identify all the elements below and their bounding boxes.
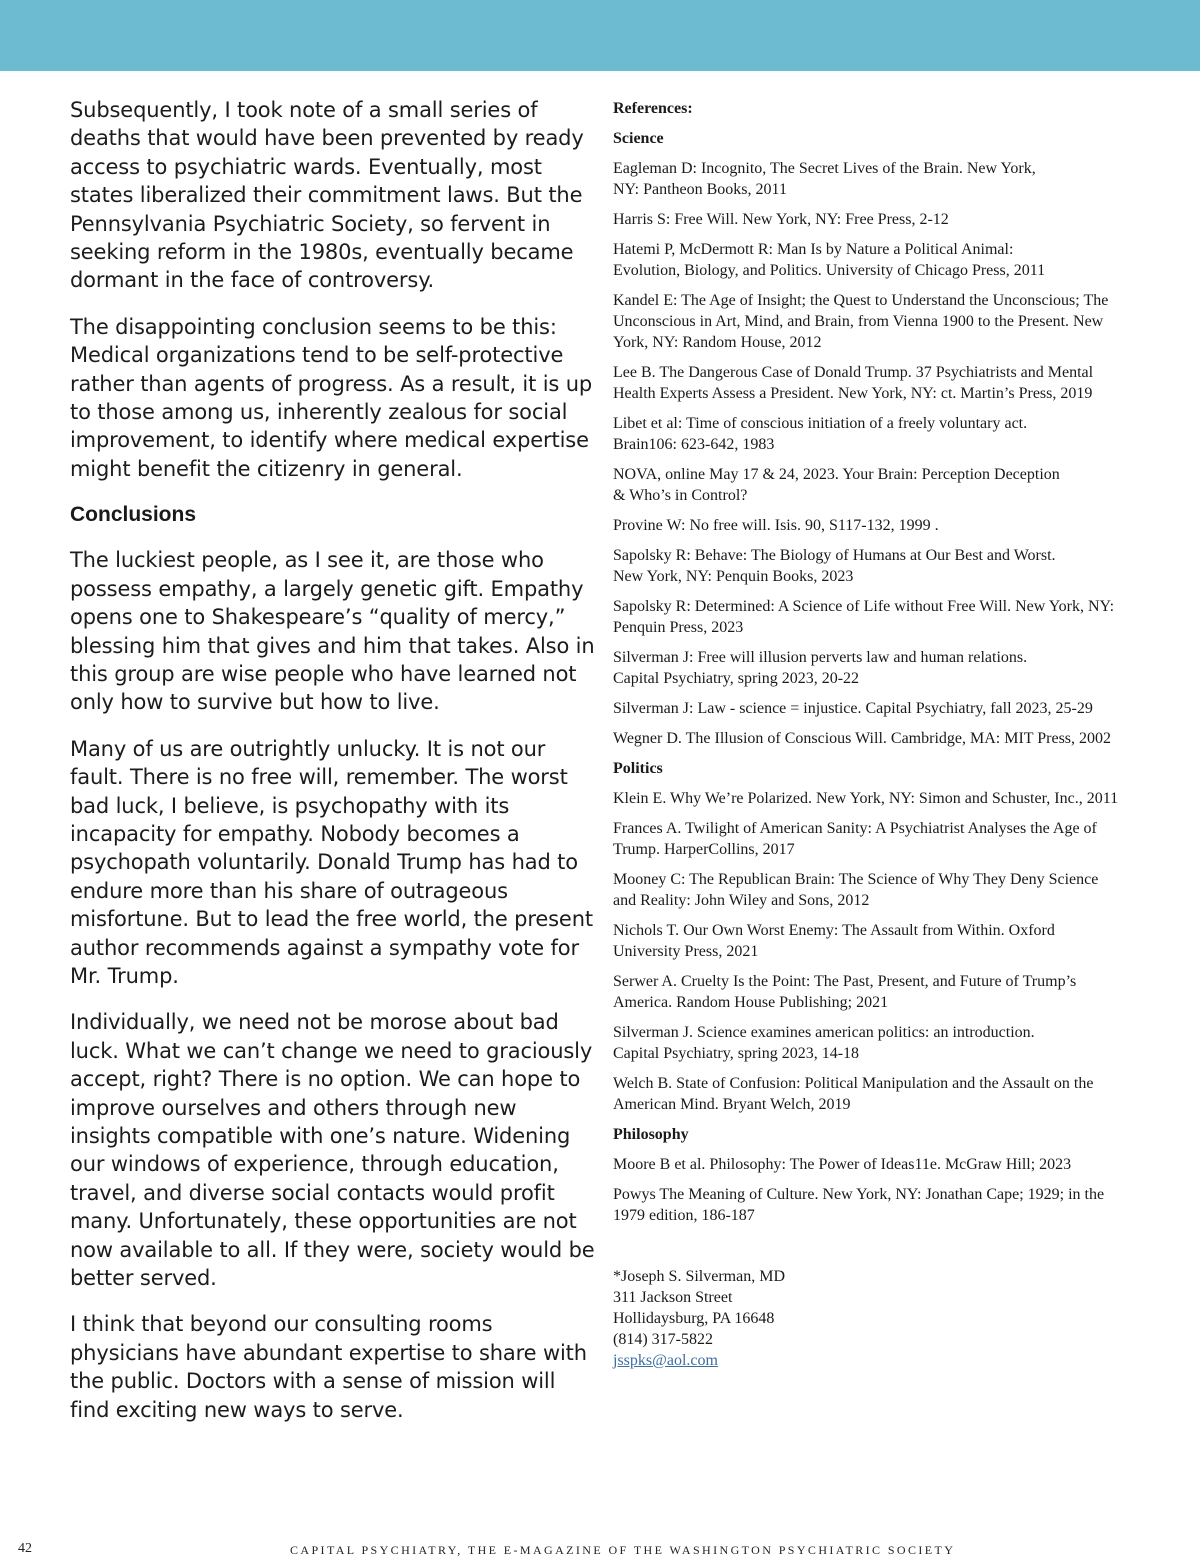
reference-line: Sapolsky R: Behave: The Biology of Humans at Our Best and Worst.	[613, 547, 1056, 564]
author-city: Hollidaysburg, PA 16648	[613, 1310, 775, 1327]
author-street: 311 Jackson Street	[613, 1289, 733, 1306]
reference-line: Brain106: 623-642, 1983	[613, 436, 775, 453]
reference-line: University Press, 2021	[613, 943, 759, 960]
reference-line: York, NY: Random House, 2012	[613, 334, 822, 351]
politics-heading: Politics	[613, 760, 663, 777]
reference-entry	[613, 1022, 1173, 1064]
paragraph-6: I think that beyond our consulting rooms physicians have abundant expertise to share with the public. Doctors with a sense of mission will find exciting new ways to serve.	[70, 1312, 587, 1422]
reference-line: Klein E. Why We’re Polarized. New York, NY: Simon and Schuster, Inc., 2011	[613, 790, 1119, 807]
reference-entry	[613, 1073, 1173, 1115]
paragraph-5: Individually, we need not be morose about bad luck. What we can’t change we need to graciously accept, right? There is no option. We can hope to improve ourselves and others through new insights compatible with one’s nature. Widening our windows of experience, through education, travel, and diverse social contacts would profit many. Unfortunately, these opportunities are not now available to all. If they were, society would be better served.	[70, 1010, 595, 1291]
magazine-footer: CAPITAL PSYCHIATRY, THE E-MAGAZINE OF THE WASHINGTON PSYCHIATRIC SOCIETY	[290, 1543, 956, 1557]
reference-line: Silverman J: Free will illusion perverts law and human relations.	[613, 649, 1028, 666]
reference-line: Kandel E: The Age of Insight; the Quest to Understand the Unconscious; The	[613, 292, 1109, 309]
reference-entry	[613, 920, 1173, 962]
reference-line: Health Experts Assess a President. New York, NY: ct. Martin’s Press, 2019	[613, 385, 1093, 402]
reference-entry	[613, 515, 1173, 536]
reference-line: Lee B. The Dangerous Case of Donald Trump. 37 Psychiatrists and Mental	[613, 364, 1094, 381]
reference-line: Silverman J: Law - science = injustice. Capital Psychiatry, fall 2023, 25-29	[613, 700, 1093, 717]
reference-entry	[613, 1154, 1173, 1175]
paragraph-3: The luckiest people, as I see it, are those who possess empathy, a largely genetic gift. Empathy opens one to Shakespeare’s “quality of mercy,” blessing him that gives and him that takes. Also in this group are wise people who have learned not only how to survive but how to live.	[70, 548, 595, 715]
reference-line: American Mind. Bryant Welch, 2019	[613, 1096, 851, 1113]
author-contact	[613, 1266, 1173, 1371]
reference-line: NOVA, online May 17 & 24, 2023. Your Brain: Perception Deception	[613, 466, 1060, 483]
author-email-link[interactable]: jsspks@aol.com	[613, 1352, 718, 1369]
header-band	[0, 0, 1200, 71]
reference-entry	[613, 158, 1173, 200]
reference-line: Hatemi P, McDermott R: Man Is by Nature a Political Animal:	[613, 241, 1014, 258]
reference-line: Mooney C: The Republican Brain: The Science of Why They Deny Science	[613, 871, 1099, 888]
politics-reference-list	[613, 788, 1173, 1115]
philosophy-reference-list	[613, 1154, 1173, 1226]
reference-entry	[613, 788, 1173, 809]
reference-entry	[613, 290, 1173, 353]
reference-line: Wegner D. The Illusion of Conscious Will. Cambridge, MA: MIT Press, 2002	[613, 730, 1112, 747]
reference-entry	[613, 728, 1173, 749]
references-column	[613, 98, 1173, 1371]
reference-line: Silverman J. Science examines american politics: an introduction.	[613, 1024, 1035, 1041]
reference-line: New York, NY: Penquin Books, 2023	[613, 568, 854, 585]
reference-entry	[613, 869, 1173, 911]
paragraph-4: Many of us are outrightly unlucky. It is not our fault. There is no free will, remember. The worst bad luck, I believe, is psychopathy with its incapacity for empathy. Nobody becomes a psychopath voluntarily. Donald Trump has had to endure more than his share of outrageous misfortune. But to lead the free world, the present author recommends against a sympathy vote for Mr. Trump.	[70, 736, 593, 988]
reference-line: Capital Psychiatry, spring 2023, 14-18	[613, 1045, 860, 1062]
reference-entry	[613, 239, 1173, 281]
science-reference-list	[613, 158, 1173, 749]
conclusions-heading: Conclusions	[70, 503, 197, 527]
reference-entry	[613, 971, 1173, 1013]
reference-line: Trump. HarperCollins, 2017	[613, 841, 795, 858]
reference-entry	[613, 362, 1173, 404]
reference-line: Eagleman D: Incognito, The Secret Lives of the Brain. New York,	[613, 160, 1036, 177]
paragraph-2: The disappointing conclusion seems to be this: Medical organizations tend to be self-protective rather than agents of progress. As a result, it is up to those among us, inherently zealous for social improvement, to identify where medical expertise might benefit the citizenry in general.	[70, 314, 593, 481]
reference-entry	[613, 464, 1173, 506]
reference-line: Libet et al: Time of conscious initiation of a freely voluntary act.	[613, 415, 1028, 432]
author-name: *Joseph S. Silverman, MD	[613, 1268, 785, 1285]
reference-line: Penquin Press, 2023	[613, 619, 744, 636]
references-title: References:	[613, 100, 693, 117]
reference-line: Welch B. State of Confusion: Political Manipulation and the Assault on the	[613, 1075, 1094, 1092]
reference-line: Nichols T. Our Own Worst Enemy: The Assault from Within. Oxford	[613, 922, 1055, 939]
reference-line: Evolution, Biology, and Politics. University of Chicago Press, 2011	[613, 262, 1046, 279]
reference-line: Unconscious in Art, Mind, and Brain, from Vienna 1900 to the Present. New	[613, 313, 1104, 330]
reference-line: Capital Psychiatry, spring 2023, 20-22	[613, 670, 860, 687]
reference-line: and Reality: John Wiley and Sons, 2012	[613, 892, 870, 909]
reference-line: Provine W: No free will. Isis. 90, S117-132, 1999 .	[613, 517, 939, 534]
reference-entry	[613, 1184, 1173, 1226]
reference-line: 1979 edition, 186-187	[613, 1207, 755, 1224]
reference-line: Serwer A. Cruelty Is the Point: The Past, Present, and Future of Trump’s	[613, 973, 1077, 990]
reference-line: & Who’s in Control?	[613, 487, 748, 504]
reference-entry	[613, 209, 1173, 230]
paragraph-1: Subsequently, I took note of a small series of deaths that would have been prevented by ready access to psychiatric wards. Eventually, most states liberalized their commitment laws. But the Pennsylvania Psychiatric Society, so fervent in seeking reform in the 1980s, eventually became dormant in the face of controversy.	[70, 98, 584, 293]
reference-line: America. Random House Publishing; 2021	[613, 994, 889, 1011]
page-number: 42	[18, 1541, 32, 1556]
reference-line: Moore B et al. Philosophy: The Power of Ideas11e. McGraw Hill; 2023	[613, 1156, 1072, 1173]
reference-line: NY: Pantheon Books, 2011	[613, 181, 787, 198]
reference-line: Frances A. Twilight of American Sanity: A Psychiatrist Analyses the Age of	[613, 820, 1097, 837]
author-phone: (814) 317-5822	[613, 1331, 713, 1348]
reference-entry	[613, 818, 1173, 860]
reference-line: Sapolsky R: Determined: A Science of Life without Free Will. New York, NY:	[613, 598, 1115, 615]
science-heading: Science	[613, 130, 664, 147]
reference-entry	[613, 647, 1173, 689]
article-body	[70, 96, 595, 1442]
reference-entry	[613, 698, 1173, 719]
reference-entry	[613, 545, 1173, 587]
reference-entry	[613, 596, 1173, 638]
reference-entry	[613, 413, 1173, 455]
reference-line: Harris S: Free Will. New York, NY: Free Press, 2-12	[613, 211, 949, 228]
reference-line: Powys The Meaning of Culture. New York, NY: Jonathan Cape; 1929; in the	[613, 1186, 1105, 1203]
philosophy-heading: Philosophy	[613, 1126, 689, 1143]
